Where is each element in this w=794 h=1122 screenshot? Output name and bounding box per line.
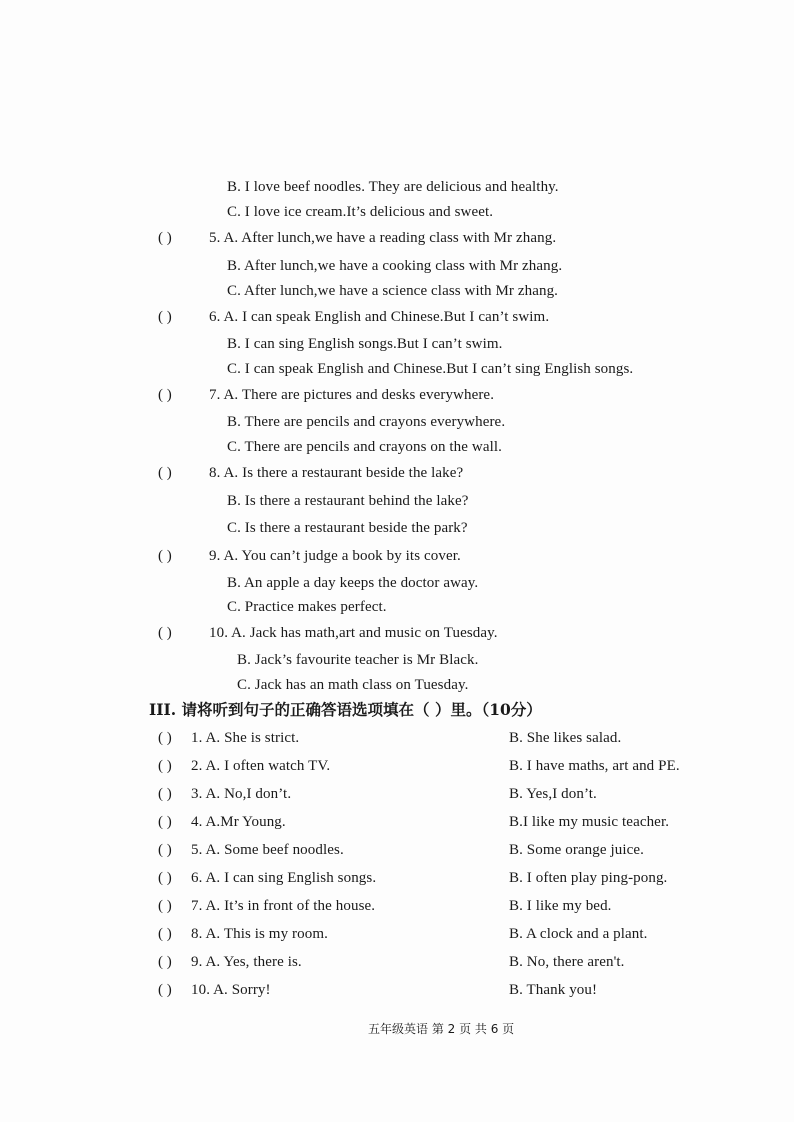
item-option-a: 4. A.Mr Young. xyxy=(191,814,286,830)
page-footer: 五年级英语 第 2 页 共 6 页 xyxy=(368,1022,515,1036)
answer-blank[interactable]: ( ) xyxy=(158,230,172,246)
item-option-b: B. Yes,I don’t. xyxy=(509,786,597,802)
section-iii-heading: III. 请将听到句子的正确答语选项填在（ ）里。（10分） xyxy=(149,700,542,719)
answer-blank[interactable]: ( ) xyxy=(158,548,172,564)
answer-blank[interactable]: ( ) xyxy=(158,982,172,998)
q6-option-c: C. I can speak English and Chinese.But I can’t sing English songs. xyxy=(227,361,634,377)
item-option-b: B. No, there aren't. xyxy=(509,954,625,970)
item-option-a: 7. A. It’s in front of the house. xyxy=(191,898,376,914)
answer-blank[interactable]: ( ) xyxy=(158,387,172,403)
item-option-a: 8. A. This is my room. xyxy=(191,926,328,942)
item-option-b: B. I like my bed. xyxy=(509,898,612,914)
item-option-b: B. Some orange juice. xyxy=(509,842,644,858)
item-option-a: 3. A. No,I don’t. xyxy=(191,786,292,802)
q7-option-c: C. There are pencils and crayons on the wall. xyxy=(227,439,502,455)
answer-blank[interactable]: ( ) xyxy=(158,814,172,830)
item-option-a: 1. A. She is strict. xyxy=(191,730,300,746)
answer-blank[interactable]: ( ) xyxy=(158,786,172,802)
item-option-a: 5. A. Some beef noodles. xyxy=(191,842,344,858)
answer-blank[interactable]: ( ) xyxy=(158,926,172,942)
q7-option-a: 7. A. There are pictures and desks everywhere. xyxy=(209,387,495,403)
answer-blank[interactable]: ( ) xyxy=(158,309,172,325)
answer-blank[interactable]: ( ) xyxy=(158,758,172,774)
q6-option-b: B. I can sing English songs.But I can’t swim. xyxy=(227,336,503,352)
q8-option-c: C. Is there a restaurant beside the park? xyxy=(227,520,468,536)
q8-option-a: 8. A. Is there a restaurant beside the lake? xyxy=(209,465,464,481)
q6-option-a: 6. A. I can speak English and Chinese.But I can’t swim. xyxy=(209,309,550,325)
answer-blank[interactable]: ( ) xyxy=(158,730,172,746)
q5-option-a: 5. A. After lunch,we have a reading class with Mr zhang. xyxy=(209,230,557,246)
q5-option-b: B. After lunch,we have a cooking class with Mr zhang. xyxy=(227,258,563,274)
item-option-a: 9. A. Yes, there is. xyxy=(191,954,302,970)
q5-option-c: C. After lunch,we have a science class with Mr zhang. xyxy=(227,283,559,299)
answer-blank[interactable]: ( ) xyxy=(158,898,172,914)
item-option-a: 10. A. Sorry! xyxy=(191,982,271,998)
item-option-b: B. A clock and a plant. xyxy=(509,926,648,942)
q4-option-b: B. I love beef noodles. They are delicious and healthy. xyxy=(227,179,559,195)
item-option-b: B.I like my music teacher. xyxy=(509,814,670,830)
q9-option-a: 9. A. You can’t judge a book by its cover. xyxy=(209,548,461,564)
q9-option-b: B. An apple a day keeps the doctor away. xyxy=(227,575,479,591)
answer-blank[interactable]: ( ) xyxy=(158,954,172,970)
item-option-b: B. I have maths, art and PE. xyxy=(509,758,680,774)
q10-option-b: B. Jack’s favourite teacher is Mr Black. xyxy=(237,652,479,668)
item-option-a: 2. A. I often watch TV. xyxy=(191,758,331,774)
q10-option-a: 10. A. Jack has math,art and music on Tuesday. xyxy=(209,625,498,641)
item-option-b: B. Thank you! xyxy=(509,982,598,998)
q10-option-c: C. Jack has an math class on Tuesday. xyxy=(237,677,469,693)
answer-blank[interactable]: ( ) xyxy=(158,465,172,481)
q9-option-c: C. Practice makes perfect. xyxy=(227,599,387,615)
answer-blank[interactable]: ( ) xyxy=(158,625,172,641)
answer-blank[interactable]: ( ) xyxy=(158,870,172,886)
q4-option-c: C. I love ice cream.It’s delicious and sweet. xyxy=(227,204,494,220)
item-option-a: 6. A. I can sing English songs. xyxy=(191,870,377,886)
item-option-b: B. I often play ping-pong. xyxy=(509,870,668,886)
answer-blank[interactable]: ( ) xyxy=(158,842,172,858)
item-option-b: B. She likes salad. xyxy=(509,730,622,746)
q8-option-b: B. Is there a restaurant behind the lake? xyxy=(227,493,469,509)
q7-option-b: B. There are pencils and crayons everywhere. xyxy=(227,414,506,430)
